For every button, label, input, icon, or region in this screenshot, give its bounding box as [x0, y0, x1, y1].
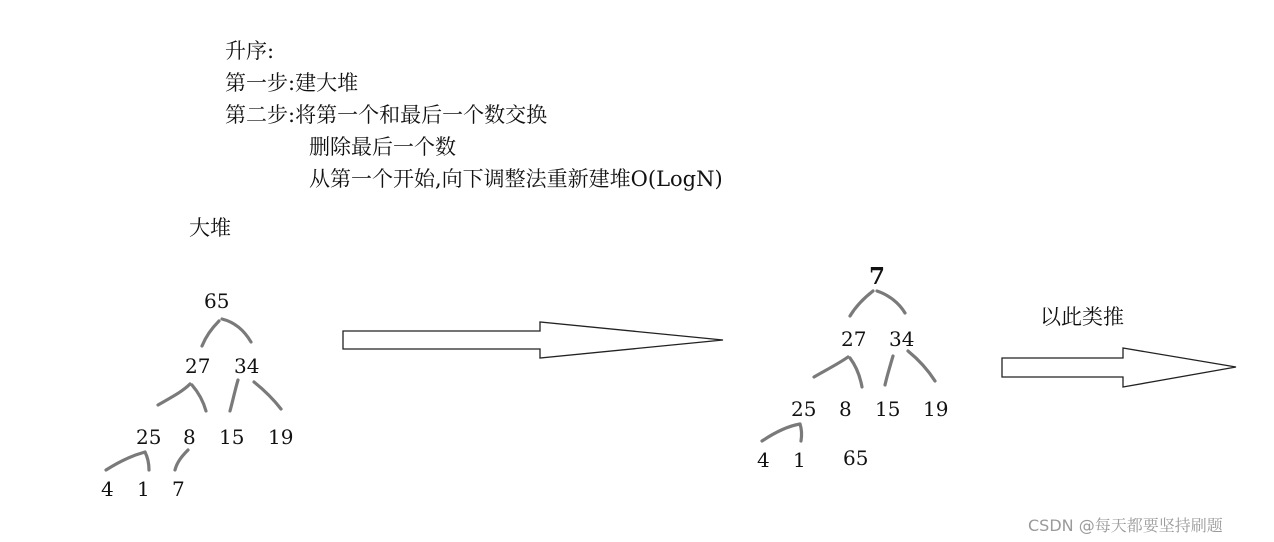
left-node-l2-1: 8	[183, 425, 196, 449]
left-node-l3-2: 7	[172, 477, 185, 501]
step-2-detail-1: 删除最后一个数	[309, 135, 456, 159]
left-branch-27-8	[192, 385, 206, 411]
right-node-l1-1: 34	[889, 327, 915, 351]
right-branch-25-4	[762, 424, 800, 441]
right-node-removed: 65	[843, 446, 869, 470]
watermark: CSDN @每天都要坚持刷题	[1028, 516, 1223, 535]
right-node-root: 7	[869, 263, 886, 290]
right-branch-34-19	[908, 351, 935, 381]
left-node-l1-0: 27	[185, 354, 211, 378]
right-node-l2-3: 19	[923, 397, 949, 421]
left-branch-25-4	[106, 452, 145, 470]
left-node-l3-1: 1	[137, 477, 150, 501]
left-branch-34-19	[254, 382, 281, 409]
left-branch-25-1	[145, 452, 149, 470]
explanation-title: 升序:	[225, 39, 275, 63]
left-node-l1-1: 34	[234, 354, 260, 378]
right-branch-27-25	[814, 357, 848, 377]
right-node-l1-0: 27	[841, 327, 867, 351]
left-heap-label: 大堆	[189, 216, 231, 240]
right-branch-7-27	[850, 291, 873, 316]
left-branch-8-7	[175, 450, 188, 470]
right-branch-25-1	[800, 424, 802, 441]
left-node-root: 65	[204, 289, 230, 313]
step-2-detail-2: 从第一个开始,向下调整法重新建堆O(LogN)	[309, 167, 723, 191]
continue-arrow	[1002, 348, 1236, 387]
right-node-l2-0: 25	[791, 397, 817, 421]
left-node-l2-2: 15	[219, 425, 245, 449]
step-2: 第二步:将第一个和最后一个数交换	[225, 103, 548, 127]
continue-label: 以此类推	[1040, 305, 1124, 329]
right-branch-7-34	[877, 291, 905, 313]
step-1: 第一步:建大堆	[225, 71, 359, 95]
right-branch-34-15	[885, 356, 893, 385]
left-branch-27-25	[158, 384, 190, 405]
transition-arrow	[343, 322, 723, 358]
left-branch-65-27	[202, 321, 219, 346]
left-node-l2-0: 25	[136, 425, 162, 449]
right-node-l3-0: 4	[757, 448, 770, 472]
left-branch-34-15	[230, 380, 238, 411]
right-node-l2-1: 8	[839, 397, 852, 421]
left-branch-65-34	[222, 319, 251, 342]
right-node-l2-2: 15	[875, 397, 901, 421]
left-node-l2-3: 19	[268, 425, 294, 449]
left-node-l3-0: 4	[101, 477, 114, 501]
right-node-l3-1: 1	[793, 448, 806, 472]
right-branch-27-8	[850, 358, 862, 387]
